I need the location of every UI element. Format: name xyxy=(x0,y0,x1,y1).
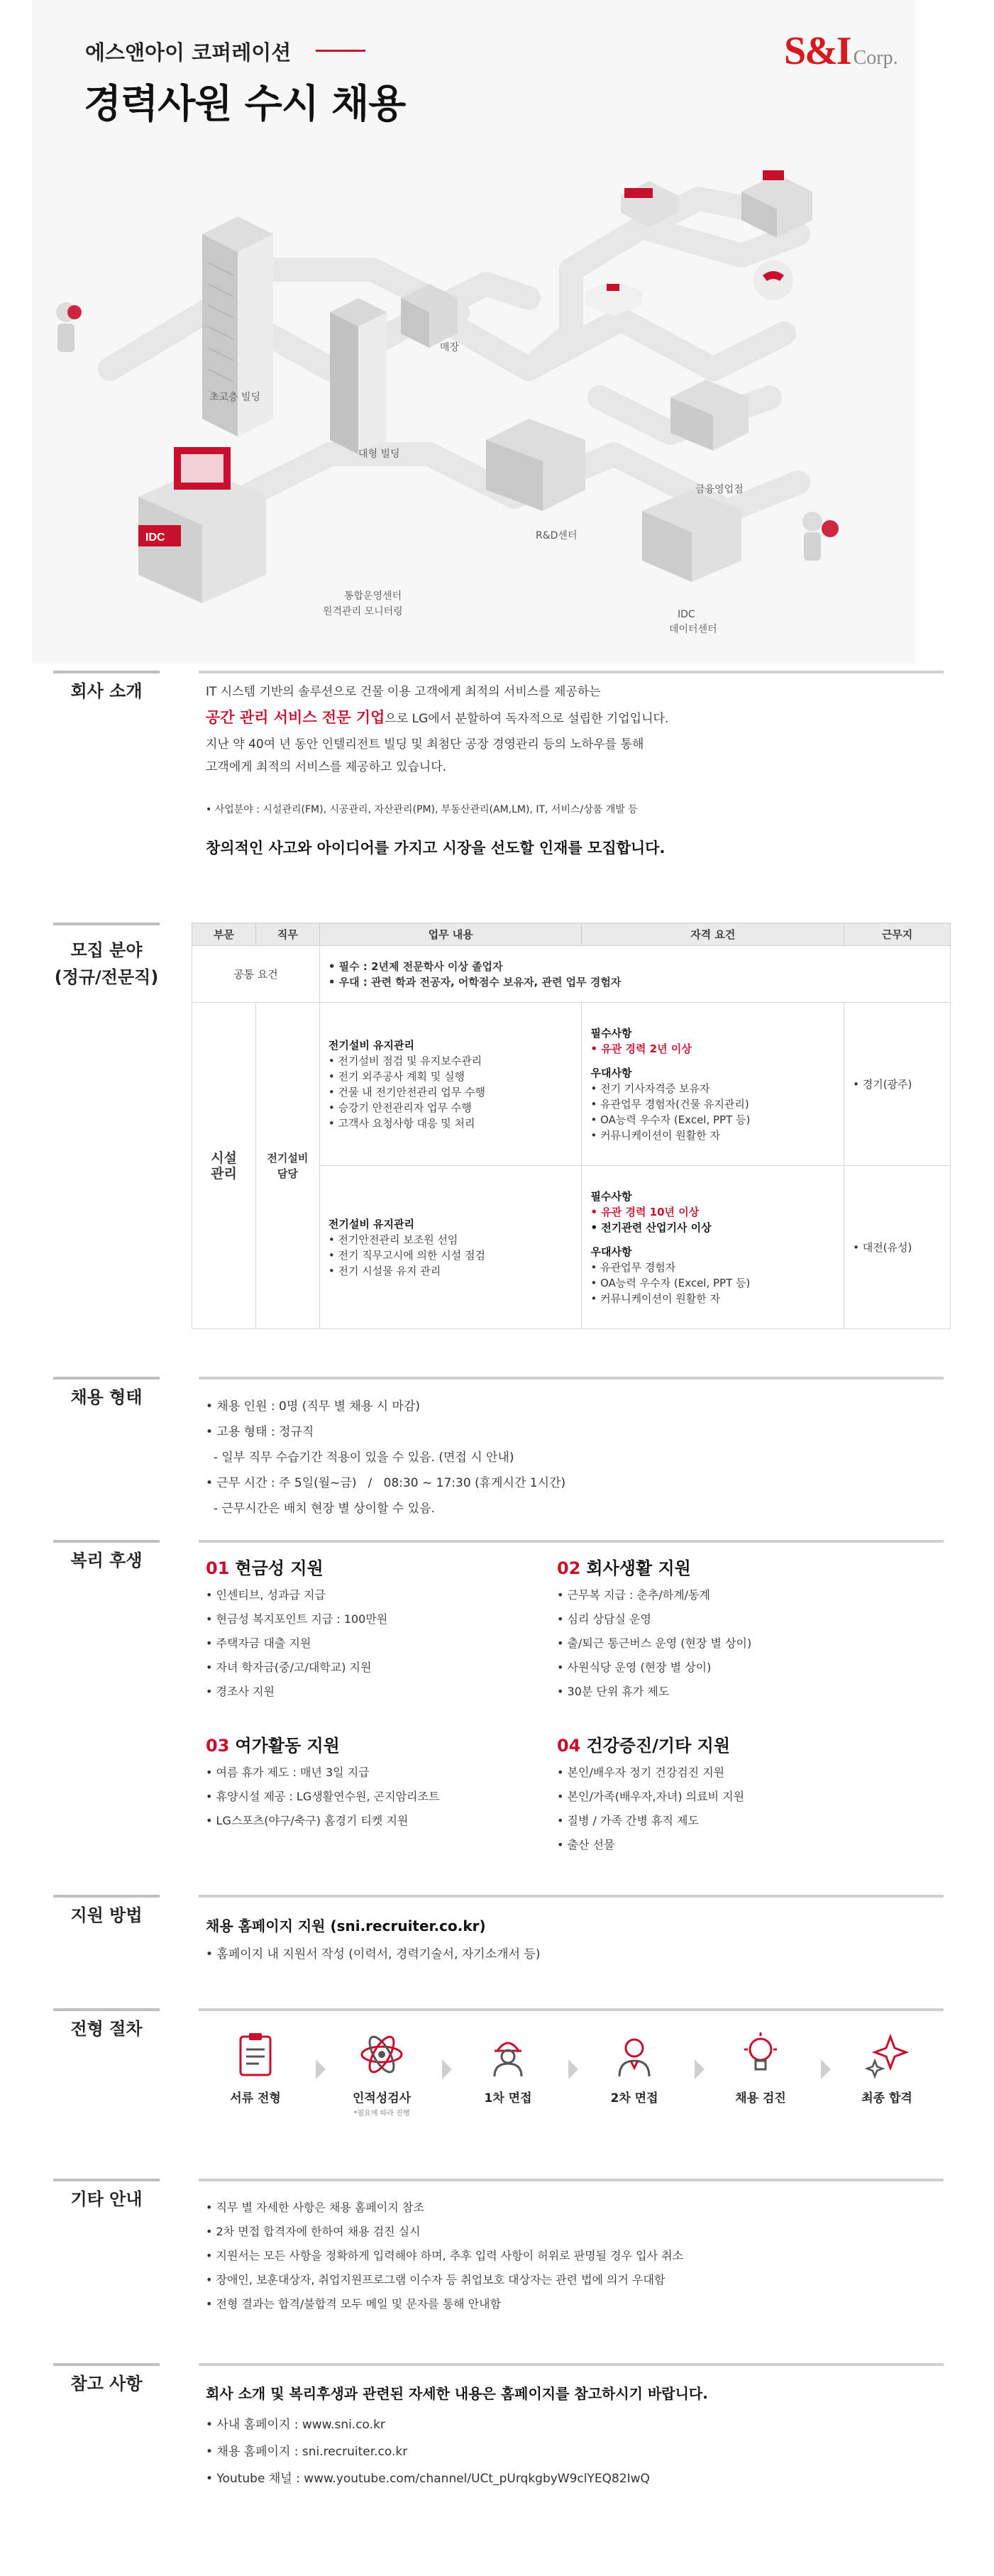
benefit-num: 03 xyxy=(206,1736,230,1756)
list-item: • 30분 단위 휴가 제도 xyxy=(557,1680,898,1704)
req-title: 필수사항 xyxy=(590,1026,632,1040)
req-title: 필수사항 xyxy=(590,1189,632,1203)
pref-list xyxy=(590,1260,835,1306)
chevron-right-icon xyxy=(821,2059,831,2079)
intro-line: IT 시스템 기반의 솔루션으로 건물 이용 고객에게 최적의 서비스를 제공하는 xyxy=(206,685,601,699)
step-interview-2 xyxy=(588,2030,680,2106)
list-item: • 인센티브, 성과급 지급 xyxy=(206,1583,546,1607)
apply-main: 채용 홈페이지 지원 (sni.recruiter.co.kr) xyxy=(206,1917,486,1934)
list-item: • 전기설비 점검 및 유지보수관리 xyxy=(328,1053,573,1069)
job-text: 전기설비 xyxy=(267,1151,309,1165)
intro-line: 고객에게 최적의 서비스를 제공하고 있습니다. xyxy=(206,760,447,774)
label-skyscraper: 초고층 빌딩 xyxy=(209,392,261,403)
step-label: 2차 면접 xyxy=(610,2091,658,2106)
apply-sub: • 홈페이지 내 지원서 작성 (이력서, 경력기술서, 자기소개서 등) xyxy=(206,1947,541,1961)
benefit-heading xyxy=(557,1732,898,1756)
table-row xyxy=(192,1003,951,1166)
label-rnd: R&D센터 xyxy=(536,530,578,541)
intro-line: 지난 약 40여 년 동안 인텔리전트 빌딩 및 최첨단 공장 경영관리 등의 노하우를 통해 xyxy=(206,737,644,752)
req-main: • 전기관련 산업기사 이상 xyxy=(590,1221,712,1234)
pref-title: 우대사항 xyxy=(590,1066,632,1079)
division-cell xyxy=(192,1003,256,1329)
common-req: • 우대 : 관련 학과 전공자, 어학점수 보유자, 관련 업무 경험자 xyxy=(328,975,622,989)
list-item: • 유관업무 경험자 xyxy=(590,1260,835,1275)
label-large-building: 대형 빌딩 xyxy=(358,448,400,460)
section-divider xyxy=(199,1377,944,1380)
job-text: 담당 xyxy=(277,1167,298,1180)
step-label: 인적성검사 xyxy=(352,2091,412,2106)
section-rule xyxy=(53,1377,160,1380)
table-row xyxy=(192,946,951,1003)
section-divider xyxy=(199,2179,944,2181)
section-etc xyxy=(53,2179,905,2342)
list-item: • LG스포츠(야구/축구) 홈경기 티켓 지원 xyxy=(206,1809,546,1833)
benefit-list xyxy=(206,1761,546,1833)
person-icon xyxy=(609,2030,659,2079)
table-header: 직무 xyxy=(255,923,319,946)
section-rule xyxy=(53,1895,160,1898)
benefit-num: 04 xyxy=(557,1736,581,1756)
benefit-heading xyxy=(206,1554,546,1579)
chevron-right-icon xyxy=(316,2059,326,2079)
logo-mark: S&I xyxy=(784,29,851,73)
phone-icon xyxy=(753,260,793,300)
reference-body xyxy=(206,2380,929,2492)
benefit-list xyxy=(557,1761,898,1857)
section-divider xyxy=(199,671,944,673)
benefit-name: 현금성 지원 xyxy=(235,1558,324,1578)
step-label: 최종 합격 xyxy=(861,2091,912,2106)
reference-link[interactable]: • 채용 홈페이지 : sni.recruiter.co.kr xyxy=(206,2445,408,2459)
benefit-group xyxy=(557,1554,898,1704)
list-item: • 본인/가족(배우자,자녀) 의료비 지원 xyxy=(557,1785,898,1809)
list-item: • 여름 휴가 제도 : 매년 3일 지급 xyxy=(206,1761,546,1785)
clipboard-icon xyxy=(231,2030,280,2079)
duty-list xyxy=(328,1053,573,1131)
employment-line: • 채용 인원 : 0명 (직무 별 채용 시 마감) xyxy=(206,1399,420,1414)
intro-business: • 사업분야 : 시설관리(FM), 시공관리, 자산관리(PM), 부동산관리(AM,LM), IT, 서비스/상품 개발 등 xyxy=(206,804,638,815)
intro-body xyxy=(206,681,929,859)
table-header: 근무지 xyxy=(844,923,951,946)
page-title: 경력사원 수시 채용 xyxy=(84,81,406,126)
section-recruit xyxy=(53,923,913,1341)
section-rule xyxy=(53,671,160,673)
list-item: • 사원식당 운영 (현장 별 상이) xyxy=(557,1656,898,1680)
list-item: • OA능력 우수자 (Excel, PPT 등) xyxy=(590,1112,835,1128)
step-label: 서류 전형 xyxy=(230,2091,281,2106)
section-title: 회사 소개 xyxy=(70,681,143,701)
step-final xyxy=(841,2030,933,2106)
section-title: 기타 안내 xyxy=(70,2189,143,2209)
list-item: • 출/퇴근 통근버스 운영 (현장 별 상이) xyxy=(557,1631,898,1656)
step-document xyxy=(209,2030,302,2106)
intro-text: 으로 LG에서 분할하여 독자적으로 설립한 기업입니다. xyxy=(385,712,669,726)
section-employment xyxy=(53,1377,905,1519)
intro-highlight: 공간 관리 서비스 전문 기업 xyxy=(206,709,385,726)
job-cell xyxy=(255,1003,319,1329)
list-item: • 전기 외주공사 계획 및 실행 xyxy=(328,1069,573,1084)
worker-helmet-icon xyxy=(483,2030,533,2079)
list-item: • 휴양시설 제공 : LG생활연수원, 곤지암리조트 xyxy=(206,1785,546,1809)
apply-body xyxy=(206,1912,929,1969)
requirement-cell xyxy=(582,1003,844,1166)
control-center-icon xyxy=(138,447,266,603)
section-rule xyxy=(53,2363,160,2366)
common-label: 공통 요건 xyxy=(192,946,320,1003)
division-text: 시설 xyxy=(211,1150,237,1166)
reference-link[interactable]: • 사내 홈페이지 : www.sni.co.kr xyxy=(206,2418,385,2432)
benefit-group xyxy=(557,1732,898,1857)
employment-line: • 고용 형태 : 정규직 xyxy=(206,1425,314,1439)
list-item: • 건물 내 전기안전관리 업무 수행 xyxy=(328,1084,573,1100)
process-steps xyxy=(209,2030,926,2136)
etc-line: • 장애인, 보훈대상자, 취업지원프로그램 이수자 등 취업보호 대상자는 관련 법에 의거 우대함 xyxy=(206,2273,666,2286)
list-item: • 고객사 요청사항 대응 및 처리 xyxy=(328,1116,573,1131)
recruit-title: 모집 분야 xyxy=(70,940,143,960)
list-item: • 본인/배우자 정기 건강검진 지원 xyxy=(557,1761,898,1785)
reference-link[interactable]: • Youtube 채널 : www.youtube.com/channel/UCt_pUrqkgbyW9clYEQ82IwQ xyxy=(206,2472,650,2486)
step-checkup xyxy=(714,2030,807,2106)
duty-cell xyxy=(319,1003,582,1166)
common-req: • 필수 : 2년제 전문학사 이상 졸업자 xyxy=(328,959,503,973)
recruit-subtitle: (정규/전문직) xyxy=(54,967,159,987)
etc-line: • 직무 별 자세한 사항은 채용 홈페이지 참조 xyxy=(206,2201,424,2214)
etc-body xyxy=(206,2196,929,2316)
label-control-center: 통합운영센터 xyxy=(344,590,402,602)
section-rule xyxy=(53,2008,160,2011)
logo-suffix: Corp. xyxy=(853,47,898,69)
worker-left-icon xyxy=(56,302,82,352)
list-item: • 전기안전관리 보조원 선임 xyxy=(328,1232,573,1248)
hero-banner xyxy=(32,0,915,664)
section-divider xyxy=(199,2008,944,2011)
step-label: 채용 검진 xyxy=(735,2091,786,2106)
employment-line: • 근무 시간 : 주 5일(월~금) / 08:30 ~ 17:30 (휴게시간 1시간) xyxy=(206,1476,566,1490)
location-cell: • 경기(광주) xyxy=(844,1003,951,1166)
list-item: • 주택자금 대출 지원 xyxy=(206,1631,546,1656)
vehicle-icon xyxy=(585,280,642,316)
section-rule xyxy=(53,1540,160,1543)
list-item: • OA능력 우수자 (Excel, PPT 등) xyxy=(590,1275,835,1291)
list-item: • 커뮤니케이션이 원활한 자 xyxy=(590,1291,835,1306)
list-item: • 출산 선물 xyxy=(557,1833,898,1857)
atom-icon xyxy=(357,2030,407,2079)
section-rule xyxy=(53,923,160,925)
benefit-num: 02 xyxy=(557,1558,581,1578)
chevron-right-icon xyxy=(442,2059,452,2079)
label-store: 매장 xyxy=(440,342,460,353)
sparkle-icon xyxy=(862,2030,912,2079)
step-note: *필요에 따라 진행 xyxy=(353,2110,410,2118)
etc-line: • 지원서는 모든 사항을 정확하게 입력해야 하며, 추후 입력 사항이 허위로 판명될 경우 입사 취소 xyxy=(206,2249,684,2262)
benefit-heading xyxy=(206,1732,546,1756)
duty-cell xyxy=(319,1166,582,1329)
section-title: 지원 방법 xyxy=(70,1905,143,1925)
duty-title: 전기설비 유지관리 xyxy=(328,1038,415,1052)
common-requirements xyxy=(319,946,950,1003)
pref-list xyxy=(590,1081,835,1143)
label-idc: IDC xyxy=(678,609,695,620)
step-aptitude xyxy=(336,2030,428,2118)
section-title: 복리 후생 xyxy=(70,1551,143,1570)
list-item: • 질병 / 가족 간병 휴직 제도 xyxy=(557,1809,898,1833)
benefit-group xyxy=(206,1732,546,1833)
intro-slogan: 창의적인 사고와 아이디어를 가지고 시장을 선도할 인재를 모집합니다. xyxy=(206,840,666,857)
section-rule xyxy=(53,2179,160,2181)
benefit-name: 회사생활 지원 xyxy=(586,1558,691,1578)
table-header-row xyxy=(192,923,951,946)
location-cell: • 대전(유성) xyxy=(844,1166,951,1329)
section-welfare xyxy=(53,1540,905,1881)
large-building-icon xyxy=(330,298,387,454)
lightbulb-icon xyxy=(736,2030,785,2079)
label-data-center: 데이터센터 xyxy=(669,624,717,635)
benefit-name: 건강증진/기타 지원 xyxy=(586,1736,730,1756)
chevron-right-icon xyxy=(695,2059,705,2079)
duty-list xyxy=(328,1232,573,1279)
city-illustration xyxy=(32,0,915,664)
label-remote-monitor: 원격관리 모니터링 xyxy=(323,606,403,617)
employment-body xyxy=(206,1394,929,1521)
list-item: • 전기 기사자격증 보유자 xyxy=(590,1081,835,1096)
section-title: 전형 절차 xyxy=(70,2019,143,2039)
benefit-name: 여가활동 지원 xyxy=(235,1736,340,1756)
list-item: • 근무복 지급 : 춘추/하계/동계 xyxy=(557,1583,898,1607)
section-divider xyxy=(199,1895,944,1898)
list-item: • 심리 상담실 운영 xyxy=(557,1607,898,1631)
list-item: • 전기 직무고시에 의한 시설 점검 xyxy=(328,1248,573,1263)
section-intro xyxy=(53,671,905,912)
benefit-list xyxy=(206,1583,546,1704)
table-header: 자격 요건 xyxy=(582,923,844,946)
etc-line: • 전형 결과는 합격/불합격 모두 메일 및 문자를 통해 안내함 xyxy=(206,2297,502,2311)
section-process xyxy=(53,2008,912,2150)
division-text: 관리 xyxy=(211,1165,237,1182)
step-interview-1 xyxy=(462,2030,554,2106)
benefit-num: 01 xyxy=(206,1558,230,1578)
company-name: 에스앤아이 코퍼레이션 xyxy=(85,40,292,65)
employment-line: - 근무시간은 배치 현장 별 상이할 수 있음. xyxy=(206,1502,435,1516)
svg-text:IDC: IDC xyxy=(145,532,165,544)
table-header: 업무 내용 xyxy=(319,923,582,946)
duty-title: 전기설비 유지관리 xyxy=(328,1217,415,1231)
benefit-group xyxy=(206,1554,546,1704)
step-label: 1차 면접 xyxy=(484,2091,532,2106)
chevron-right-icon xyxy=(568,2059,578,2079)
recruit-table xyxy=(192,923,951,1329)
section-title: 채용 형태 xyxy=(70,1387,143,1407)
pref-title: 우대사항 xyxy=(590,1245,632,1258)
section-title: 참고 사항 xyxy=(70,2374,143,2394)
employment-line: - 일부 직무 수습기간 적용이 있을 수 있음. (면접 시 안내) xyxy=(206,1451,514,1465)
benefit-list xyxy=(557,1583,898,1704)
reference-main: 회사 소개 및 복리후생과 관련된 자세한 내용은 홈페이지를 참고하시기 바랍니다. xyxy=(206,2385,708,2402)
list-item: • 유관업무 경험자(건물 유지관리) xyxy=(590,1096,835,1112)
etc-line: • 2차 면접 합격자에 한하여 채용 검진 실시 xyxy=(206,2225,421,2238)
section-divider xyxy=(199,2363,944,2366)
section-title xyxy=(53,937,160,991)
section-reference xyxy=(53,2363,905,2541)
req-main: • 유관 경력 2년 이상 xyxy=(590,1042,692,1055)
requirement-cell xyxy=(582,1166,844,1329)
list-item: • 현금성 복지포인트 지급 : 100만원 xyxy=(206,1607,546,1631)
list-item: • 승강기 안전관리자 업무 수행 xyxy=(328,1100,573,1116)
list-item: • 경조사 지원 xyxy=(206,1680,546,1704)
section-apply xyxy=(53,1895,905,1980)
list-item: • 자녀 학자금(중/고/대학교) 지원 xyxy=(206,1656,546,1680)
list-item: • 커뮤니케이션이 원활한 자 xyxy=(590,1128,835,1143)
req-main: • 유관 경력 10년 이상 xyxy=(590,1205,700,1218)
worker-right-icon xyxy=(802,512,839,561)
intro-line xyxy=(206,703,929,733)
benefit-heading xyxy=(557,1554,898,1579)
label-bank: 금융영업점 xyxy=(695,484,744,495)
table-header: 부문 xyxy=(192,923,256,946)
section-divider xyxy=(199,1540,944,1543)
list-item: • 전기 시설물 유지 관리 xyxy=(328,1263,573,1279)
